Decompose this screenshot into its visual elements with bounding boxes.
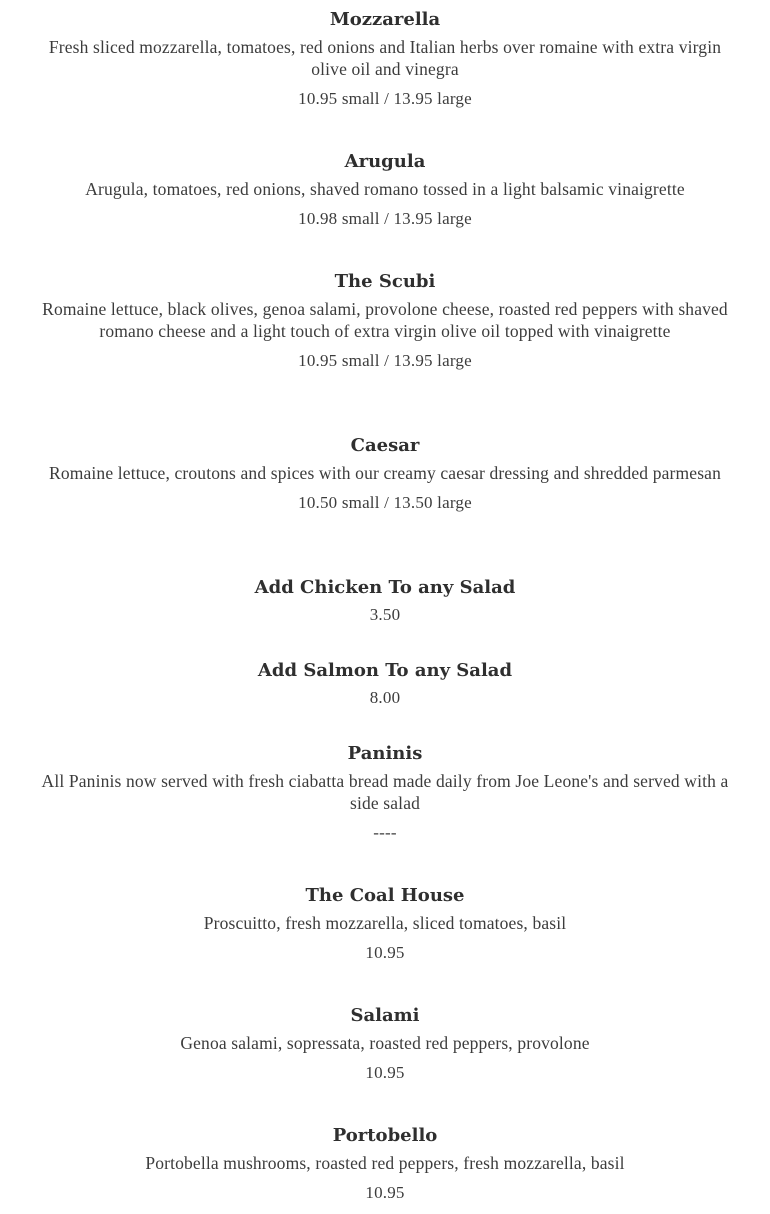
item-description: Genoa salami, sopressata, roasted red peppers, provolone: [180, 1033, 590, 1053]
menu-item-portobello: [40, 1124, 730, 1204]
item-description: Proscuitto, fresh mozzarella, sliced tomatoes, basil: [203, 913, 567, 933]
item-price: 10.50 small / 13.50 large: [298, 493, 472, 512]
item-description: Arugula, tomatoes, red onions, shaved romano tossed in a light balsamic vinaigrette: [85, 179, 685, 199]
item-name: Add Salmon To any Salad: [257, 660, 513, 681]
menu-item-paninis: [40, 742, 730, 844]
item-price: 10.95 small / 13.95 large: [298, 89, 472, 108]
item-name: Portobello: [332, 1125, 438, 1146]
item-description: Fresh sliced mozzarella, tomatoes, red onions and Italian herbs over romaine with extra virgin olive oil and vinegra: [48, 37, 722, 79]
item-name: The Scubi: [334, 271, 436, 292]
menu-item-the-scubi: [40, 270, 730, 372]
item-name: Add Chicken To any Salad: [254, 577, 516, 598]
item-description: Romaine lettuce, croutons and spices with our creamy caesar dressing and shredded parmesan: [49, 463, 721, 483]
menu-item-the-coal-house: [40, 884, 730, 964]
item-description: Portobella mushrooms, roasted red peppers, fresh mozzarella, basil: [145, 1153, 625, 1173]
menu-item-arugula: [40, 150, 730, 230]
item-price: ----: [373, 823, 397, 842]
item-name: Caesar: [350, 435, 420, 456]
menu-item-salami: [40, 1004, 730, 1084]
menu-item-add-chicken: [40, 576, 730, 626]
item-price: 8.00: [369, 688, 401, 707]
menu-item-caesar: [40, 434, 730, 514]
item-name: Salami: [350, 1005, 420, 1026]
item-price: 3.50: [369, 605, 401, 624]
item-name: The Coal House: [305, 885, 465, 906]
item-name: Arugula: [344, 151, 426, 172]
item-price: 10.95: [365, 943, 405, 962]
item-name: Mozzarella: [329, 9, 441, 30]
item-price: 10.95 small / 13.95 large: [298, 351, 472, 370]
item-description: All Paninis now served with fresh ciabatta bread made daily from Joe Leone's and served with a side salad: [41, 771, 729, 813]
menu-item-add-salmon: [40, 659, 730, 709]
item-price: 10.98 small / 13.95 large: [298, 209, 472, 228]
item-price: 10.95: [365, 1183, 405, 1202]
item-description: Romaine lettuce, black olives, genoa salami, provolone cheese, roasted red peppers with shaved romano cheese and a light touch of extra virgin olive oil topped with vinaigrette: [42, 299, 728, 341]
item-price: 10.95: [365, 1063, 405, 1082]
menu-item-mozzarella: [40, 8, 730, 110]
item-name: Paninis: [347, 743, 423, 764]
